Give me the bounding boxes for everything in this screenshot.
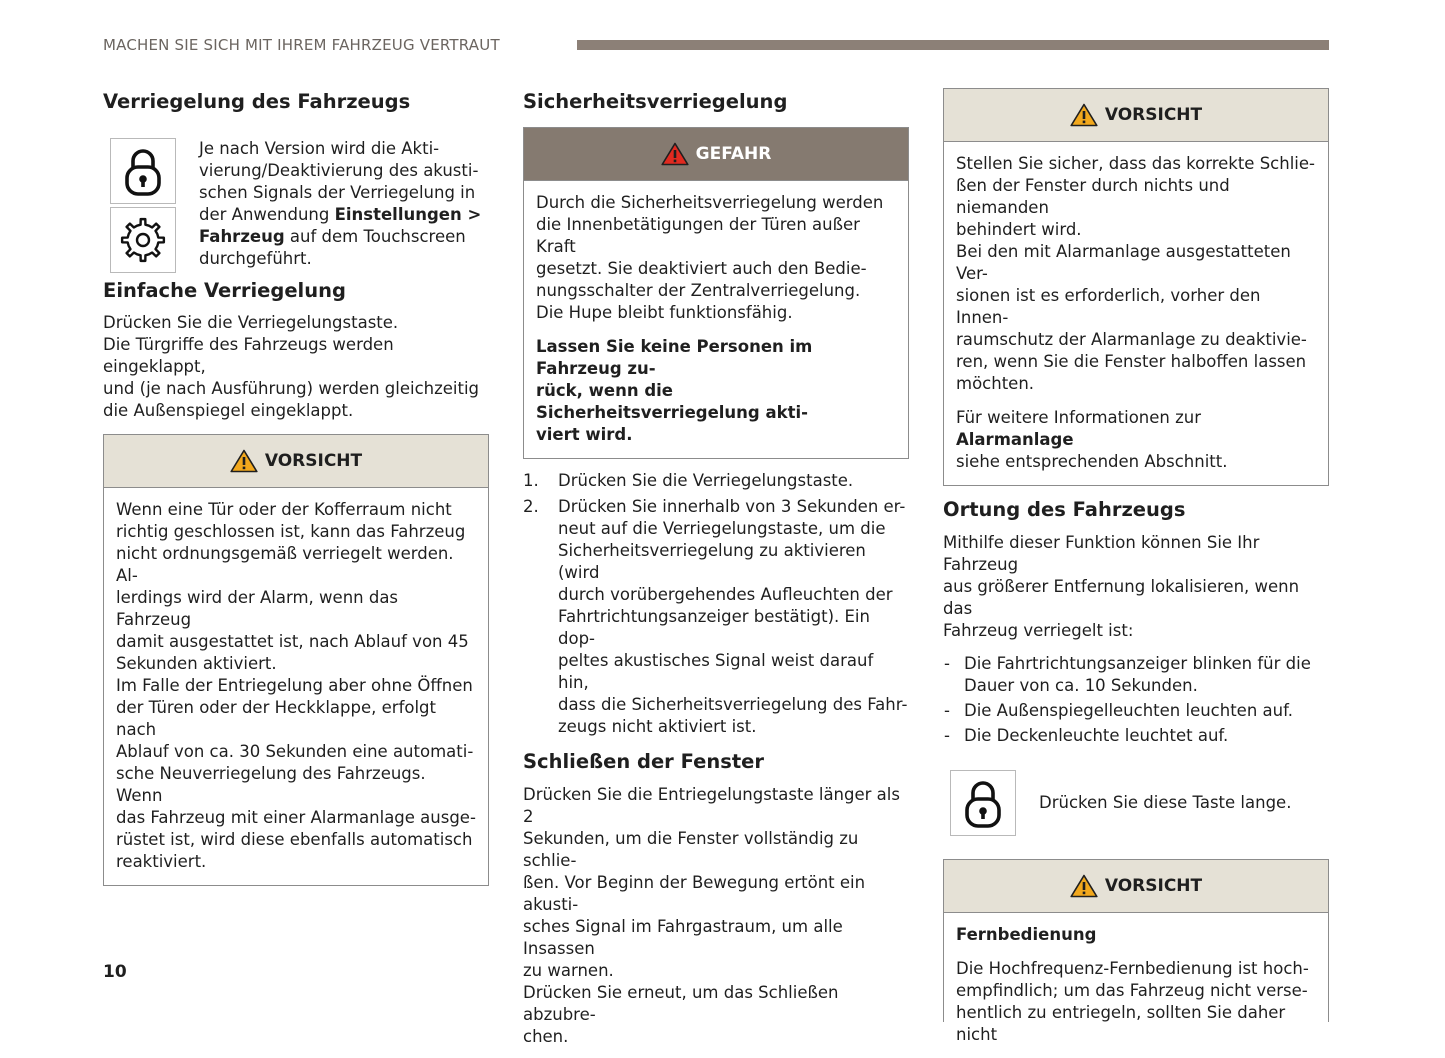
caution-box-remote — [943, 859, 1329, 1044]
section-title-verriegelung: Verriegelung des Fahrzeugs — [103, 90, 411, 113]
list-item: - Die Außenspiegelleuchten leuchten auf. — [944, 701, 1293, 720]
danger-box-title: GEFAHR — [695, 144, 772, 164]
settings-note-text: Je nach Version wird die Akti- vierung/Deaktivierung des akusti- schen Signals der Verriegelung in der Anwendung Einstellungen > Fahrzeug auf dem Touchscreen durchgeführt. — [199, 139, 482, 268]
settings-gear-tile — [110, 207, 176, 273]
caution-box-header — [104, 435, 488, 488]
long-press-note — [943, 770, 1329, 836]
lock-button-icon — [963, 778, 1003, 828]
caution-box-title: VORSICHT — [1104, 105, 1203, 125]
menu-path-einstellungen: Einstellungen > — [334, 205, 482, 224]
running-header: MACHEN SIE SICH MIT IHREM FAHRZEUG VERTRAUT — [103, 36, 500, 54]
section-title-schliessen-fenster: Schließen der Fenster — [523, 750, 764, 773]
list-item: - Die Fahrtrichtungsanzeiger blinken für die Dauer von ca. 10 Sekunden. — [944, 654, 1311, 695]
list-item: - Die Deckenleuchte leuchtet auf. — [944, 726, 1229, 745]
einfache-verriegelung-text: Drücken Sie die Verriegelungstaste. Die Türgriffe des Fahrzeugs werden eingeklappt, und (je nach Ausführung) werden gleichzeitig die Außenspiegel eingeklappt. — [103, 313, 480, 420]
page-number: 10 — [103, 962, 127, 982]
caution-box-windows — [943, 88, 1329, 486]
caution-box-header — [944, 89, 1328, 142]
list-item: 2. Drücken Sie innerhalb von 3 Sekunden er- neut auf die Verriegelungstaste, um die Sicherheitsverriegelung zu aktivieren (wird durch vorübergehendes Aufleuchten der Fahrtrichtungsanzeiger bestätigt). Ein dop- peltes akustisches Signal weist darauf hin, dass die Sicherheitsverriegelung des Fahr- zeugs nicht aktiviert ist. — [523, 497, 908, 736]
danger-box-body: Durch die Sicherheitsverriegelung werden die Innenbetätigungen der Türen außer Kraft gesetzt. Sie deaktiviert auch den Bedie- nungsschalter der Zentralverriegelung. Die Hupe bleibt funktionsfähig. Lassen Sie keine Personen im Fahrzeug zu- rück, wenn die Sicherheitsverriegelung akti- viert wird. — [524, 181, 908, 458]
long-press-label: Drücken Sie diese Taste lange. — [1039, 793, 1292, 812]
alarm-reference: Alarmanlage — [956, 430, 1074, 449]
menu-path-fahrzeug: Fahrzeug — [199, 227, 285, 246]
caution-box-body: Stellen Sie sicher, dass das korrekte Schlie- ßen der Fenster durch nichts und niemanden behindert wird. Bei den mit Alarmanlage ausgestatteten Ver- sionen ist es erforderlich, vorher den Innen- raumschutz der Alarmanlage zu deaktivie- ren, wenn Sie die Fenster halboffen lassen möchten. Für weitere Informationen zur Alarmanlage siehe entsprechenden Abschnitt. — [956, 154, 1315, 471]
caution-box-header — [944, 860, 1328, 913]
lock-button-tile — [950, 770, 1016, 836]
caution-box-body: Wenn eine Tür oder der Kofferraum nicht richtig geschlossen ist, kann das Fahrzeug nicht ordnungsgemäß verriegelt werden. Al- lerdings wird der Alarm, wenn das Fahrzeug damit ausgestattet ist, nach Ablauf von 45 Sekunden aktiviert. Im Falle der Entriegelung aber ohne Öffnen der Türen oder der Heckklappe, erfolgt nach Ablauf von ca. 30 Sekunden eine automati- sche Neuverriegelung des Fahrzeugs. Wenn das Fahrzeug mit einer Alarmanlage ausge- rüstet ist, wird diese ebenfalls automatisch reaktiviert. — [116, 500, 476, 871]
list-item: 1. Drücken Sie die Verriegelungstaste. — [523, 471, 854, 490]
warning-triangle-icon — [1070, 103, 1098, 127]
caution-box-title: VORSICHT — [1104, 876, 1203, 896]
danger-box — [523, 127, 909, 459]
schliessen-fenster-text: Drücken Sie die Entriegelungstaste länger als 2 Sekunden, um die Fenster vollständig zu schlie- ßen. Vor Beginn der Bewegung ertönt ein akusti- sches Signal im Fahrgastraum, um alle Insassen zu warnen. Drücken Sie erneut, um das Schließen abzubre- chen. — [523, 785, 900, 1046]
ortung-list — [943, 653, 1329, 747]
caution-box-body: Fernbedienung Die Hochfrequenz-Fernbedienung ist hoch- empfindlich; um das Fahrzeug nicht verse- hentlich zu entriegeln, sollten Sie daher nicht — [944, 913, 1328, 1058]
steps-list — [523, 470, 909, 738]
danger-box-bold-note: Lassen Sie keine Personen im Fahrzeug zu- rück, wenn die Sicherheitsverriegelung akti- viert wird. — [536, 337, 813, 444]
column-left — [103, 88, 489, 886]
settings-gear-icon — [116, 213, 170, 267]
settings-note — [103, 138, 489, 275]
section-title-einfache-verriegelung: Einfache Verriegelung — [103, 279, 346, 302]
section-title-sicherheitsverriegelung: Sicherheitsverriegelung — [523, 90, 788, 113]
danger-box-header — [524, 128, 908, 181]
header-bar — [577, 40, 1329, 50]
danger-triangle-icon — [661, 142, 689, 166]
ortung-text: Mithilfe dieser Funktion können Sie Ihr Fahrzeug aus größerer Entfernung lokalisieren, wenn das Fahrzeug verriegelt ist: — [943, 533, 1300, 640]
lock-button-tile — [110, 138, 176, 204]
column-right — [943, 88, 1329, 1044]
caution-box-subtitle: Fernbedienung — [956, 925, 1097, 944]
warning-triangle-icon — [230, 449, 258, 473]
caution-box-title: VORSICHT — [264, 451, 363, 471]
section-title-ortung: Ortung des Fahrzeugs — [943, 498, 1186, 521]
caution-box-doors — [103, 434, 489, 886]
lock-button-icon — [123, 146, 163, 196]
warning-triangle-icon — [1070, 874, 1098, 898]
column-middle — [523, 88, 909, 1048]
